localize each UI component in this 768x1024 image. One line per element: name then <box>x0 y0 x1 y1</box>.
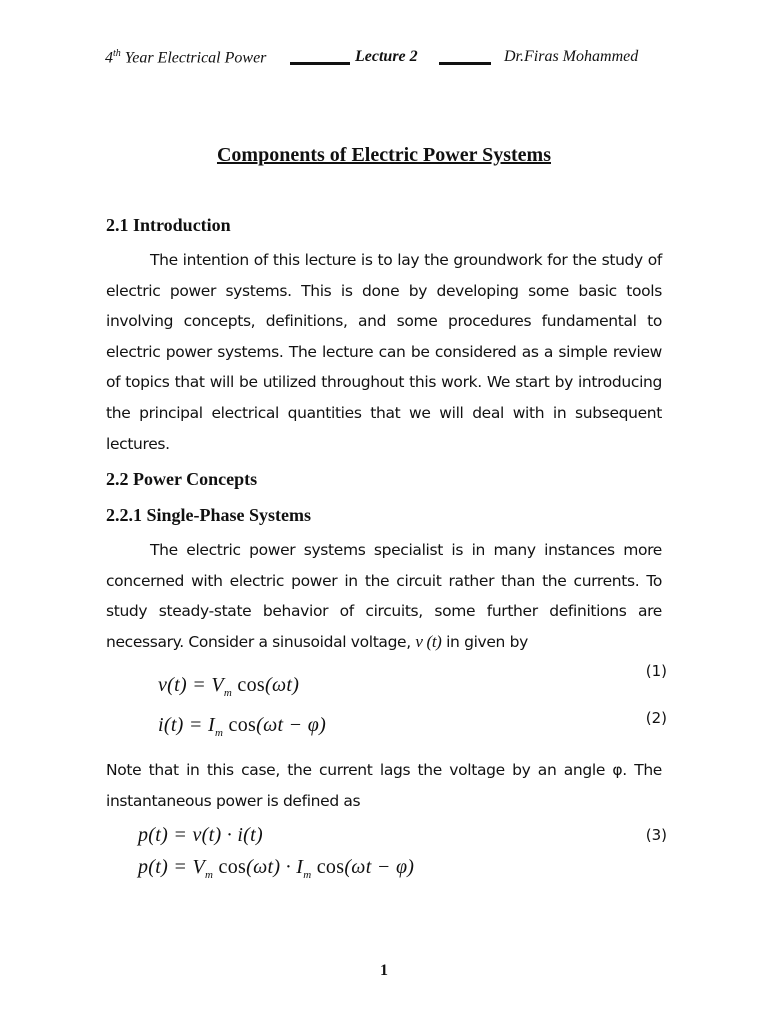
page-number: 1 <box>380 962 388 979</box>
heading-power-concepts: 2.2 Power Concepts <box>106 469 258 489</box>
equation-1: $v(t) = V_m$ cos(ωt) <box>158 674 300 699</box>
heading-single-phase: 2.2.1 Single-Phase Systems <box>106 505 312 525</box>
page-header <box>105 44 665 72</box>
header-rule-left <box>290 62 350 65</box>
equation-2-number: (2) <box>645 709 667 727</box>
header-rule-right <box>439 62 491 65</box>
equation-4: $p(t) = V_m$ $\cos(\omega t) \cdot I_m$ cos(ωt − φ) <box>138 856 415 881</box>
equation-1-number: (1) <box>645 662 667 680</box>
heading-introduction: 2.1 Introduction <box>106 215 231 235</box>
document-title: Components of Electric Power Systems <box>216 144 551 166</box>
single-phase-paragraph: The electric power systems specialist is in many instances more concerned with electric power in the circuit rather than the currents. To study steady-state behavior of circuits, some further definitions are necessary. Consider a sinusoidal voltage, v (t) in given by <box>106 541 662 651</box>
header-lecture: Lecture 2 <box>355 48 418 65</box>
note-paragraph: Note that in this case, the current lags the voltage by an angle φ. The instantaneous power is defined as <box>106 761 662 810</box>
intro-paragraph: The intention of this lecture is to lay the groundwork for the study of electric power systems. This is done by developing some basic tools involving concepts, definitions, and some procedures fundamental to electric power systems. The lecture can be considered as a simple review of topics that will be utilized throughout this work. We start by introducing the principal electrical quantities that we will deal with in subsequent lectures. <box>106 251 662 453</box>
equation-3-number: (3) <box>645 826 667 844</box>
equation-2: $i(t) = I_m$ cos(ωt − φ) <box>158 714 327 739</box>
header-course: 4th Year Electrical Power <box>105 48 267 67</box>
header-author: Dr.Firas Mohammed <box>504 48 639 65</box>
equation-3: p(t) = v(t) · i(t) <box>138 824 263 846</box>
